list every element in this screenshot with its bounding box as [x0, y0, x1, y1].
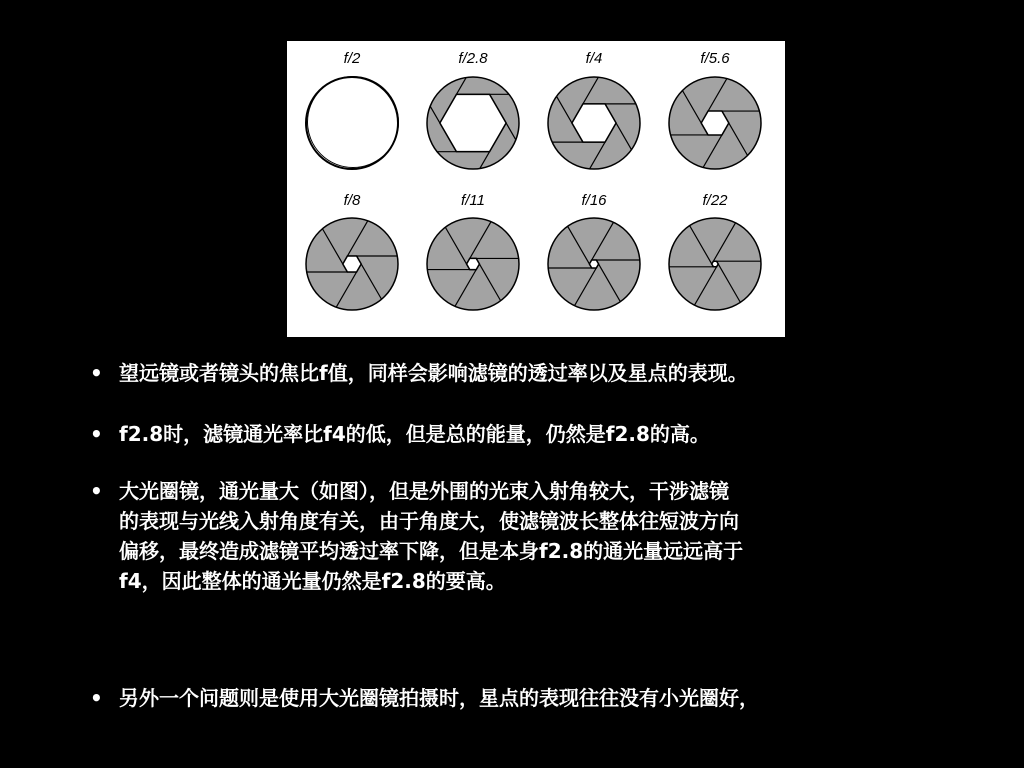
bullet-line: f4，因此整体的通光量仍然是f2.8的要高。: [119, 569, 506, 593]
f-stop-label: f/5.6: [700, 50, 730, 67]
aperture-4: [669, 50, 761, 169]
bullet-marker: •: [90, 422, 103, 446]
bullet-large-aperture: [90, 476, 950, 596]
bullet-line: 偏移，最终造成滤镜平均透过率下降，但是本身f2.8的通光量远远高于: [119, 539, 744, 563]
f-stop-label: f/11: [461, 192, 485, 209]
f-stop-label: f/8: [343, 192, 361, 209]
aperture-6: [427, 192, 519, 310]
bullet-marker: •: [90, 686, 103, 710]
bullet-marker: •: [90, 361, 103, 385]
f-stop-label: f/2: [343, 50, 361, 67]
bullet-focal-ratio: [90, 358, 950, 388]
aperture-opening: [712, 261, 718, 267]
bullet-line: f2.8时，滤镜通光率比f4的低，但是总的能量，仍然是f2.8的高。: [119, 422, 710, 446]
aperture-opening: [343, 256, 361, 272]
aperture-7: [548, 192, 640, 310]
aperture-1: [306, 50, 399, 169]
aperture-opening: [701, 111, 729, 135]
bullet-line: 的表现与光线入射角度有关，由于角度大，使滤镜波长整体往短波方向: [119, 509, 739, 533]
bullet-line: 大光圈镜，通光量大（如图），但是外围的光束入射角较大，干涉滤镜: [119, 479, 729, 503]
aperture-8: [669, 192, 761, 310]
bullet-line: 望远镜或者镜头的焦比f值，同样会影响滤镜的透过率以及星点的表现。: [119, 361, 748, 385]
f-stop-label: f/4: [585, 50, 603, 67]
aperture-2: [427, 50, 519, 169]
aperture-opening: [589, 260, 598, 268]
aperture-opening: [467, 258, 480, 269]
bullet-f28-throughput: [90, 419, 950, 449]
f-stop-label: f/16: [581, 192, 607, 209]
f-stop-label: f/22: [702, 192, 728, 209]
aperture-5: [306, 192, 398, 310]
bullet-line: 另外一个问题则是使用大光圈镜拍摄时，星点的表现往往没有小光圈好，: [119, 686, 759, 710]
aperture-3: [548, 50, 640, 169]
f-stop-label: f/2.8: [458, 50, 488, 67]
bullet-star-shape: [90, 683, 950, 713]
aperture-diagram-panel: [287, 41, 785, 337]
aperture-diagram: [287, 41, 785, 337]
bullet-marker: •: [90, 479, 103, 503]
